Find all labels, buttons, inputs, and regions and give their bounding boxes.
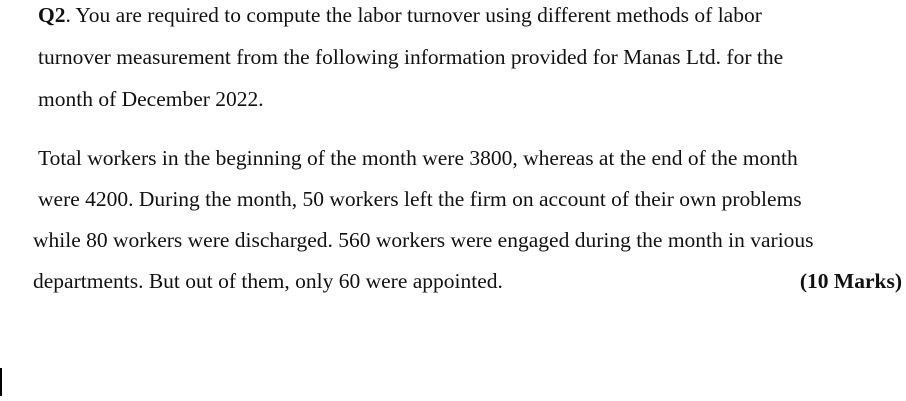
details-line-3: while 80 workers were discharged. 560 workers were engaged during the month in various (33, 228, 814, 252)
question-line-3: month of December 2022. (38, 87, 264, 111)
question-line-2: turnover measurement from the following information provided for Manas Ltd. for the (38, 45, 784, 69)
details-line-4: departments. But out of them, only 60 were appointed. (33, 269, 503, 293)
details-line-2: were 4200. During the month, 50 workers left the firm on account of their own problems (38, 187, 802, 211)
question-line-1 (38, 2, 762, 28)
details-line-1: Total workers in the beginning of the month were 3800, whereas at the end of the month (38, 146, 798, 170)
marks-label: (10 Marks) (799, 269, 902, 293)
text-cursor (0, 368, 2, 396)
question-text: . You are required to compute the labor turnover using different methods of labor (65, 3, 762, 27)
question-label: Q2 (38, 3, 66, 27)
